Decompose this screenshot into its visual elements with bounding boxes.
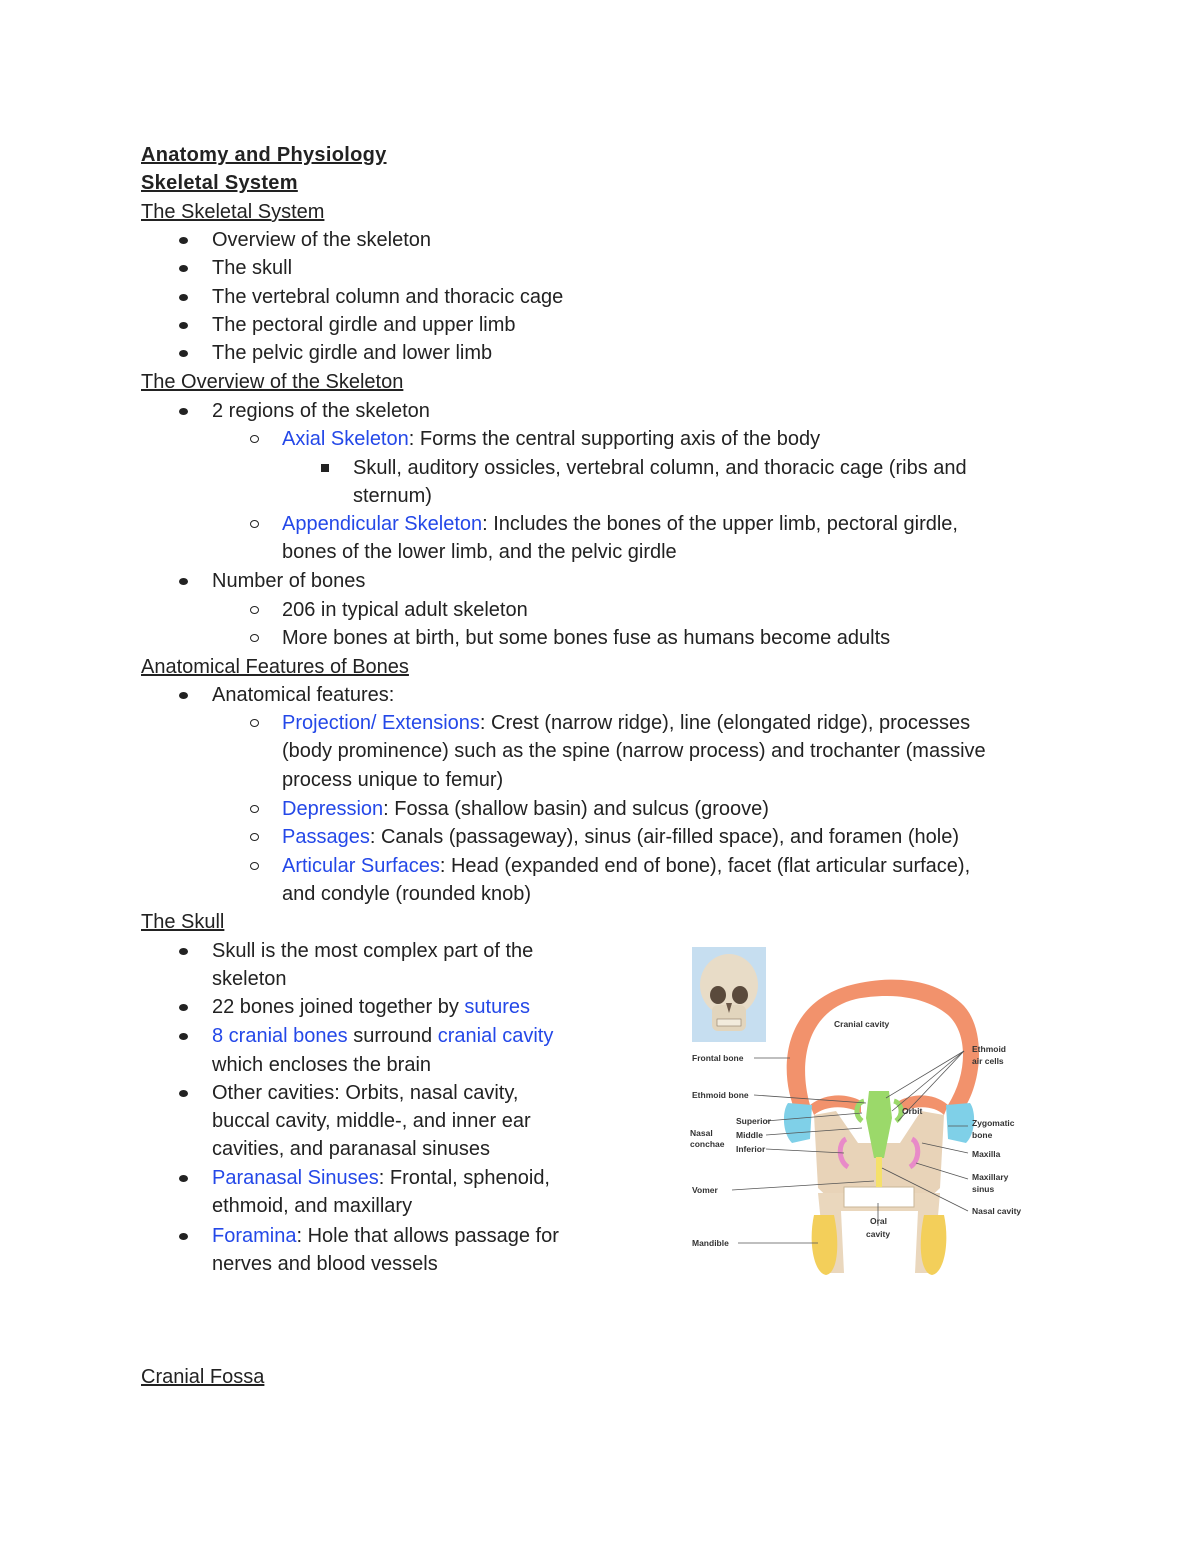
label-zygomatic-bone: bone: [972, 1130, 993, 1140]
section-heading-skull: The Skull: [141, 911, 225, 933]
list-item-passages: Passages: Canals (passageway), sinus (air-filled space), and foramen (hole): [282, 823, 959, 851]
section-heading-skeletal-system: The Skeletal System: [141, 201, 325, 223]
label-nasal-cavity: Nasal cavity: [972, 1206, 1022, 1216]
list-item: Other cavities: Orbits, nasal cavity,: [212, 1079, 518, 1107]
zygomatic-bone-right-shape: [946, 1103, 974, 1143]
list-item-appendicular: Appendicular Skeleton: Includes the bones of the upper limb, pectoral girdle,: [282, 510, 958, 538]
section-heading-cranial-fossa: Cranial Fossa: [141, 1366, 265, 1388]
label-maxilla: Maxilla: [972, 1149, 1001, 1159]
term-articular-surfaces: Articular Surfaces: [282, 855, 440, 877]
list-item-continuation: nerves and blood vessels: [212, 1253, 438, 1275]
list-item: The skull: [212, 254, 292, 282]
list-item-continuation: and condyle (rounded knob): [282, 883, 532, 905]
list-item: Number of bones: [212, 567, 365, 595]
tooth-left-shape: [812, 1215, 838, 1275]
list-item-continuation: cavities, and paranasal sinuses: [212, 1138, 490, 1160]
term-sutures: sutures: [464, 996, 531, 1018]
doc-title: Anatomy and Physiology: [141, 144, 387, 166]
skull-thumbnail-photo: [692, 947, 766, 1042]
label-orbit: Orbit: [902, 1106, 923, 1116]
list-item-paranasal: Paranasal Sinuses: Frontal, sphenoid,: [212, 1164, 550, 1192]
list-item-articular: Articular Surfaces: Head (expanded end of bone), facet (flat articular surface),: [282, 852, 970, 880]
doc-subtitle: Skeletal System: [141, 172, 298, 194]
label-ethmoid-bone: Ethmoid bone: [692, 1090, 749, 1100]
term-appendicular-skeleton: Appendicular Skeleton: [282, 513, 483, 535]
list-item-cranial: 8 cranial bones surround cranial cavity: [212, 1022, 553, 1050]
term-axial-skeleton: Axial Skeleton: [282, 428, 409, 450]
list-item-projection: Projection/ Extensions: Crest (narrow ridge), line (elongated ridge), processes: [282, 709, 970, 737]
list-item-sutures: 22 bones joined together by sutures: [212, 993, 530, 1021]
section-heading-overview: The Overview of the Skeleton: [141, 371, 404, 393]
list-item: Skull is the most complex part of the: [212, 937, 533, 965]
label-sinus: sinus: [972, 1184, 995, 1194]
list-item-depression: Depression: Fossa (shallow basin) and sulcus (groove): [282, 795, 769, 823]
list-item: The pelvic girdle and lower limb: [212, 339, 492, 367]
list-item-axial: Axial Skeleton: Forms the central supporting axis of the body: [282, 425, 820, 453]
label-frontal-bone: Frontal bone: [692, 1053, 744, 1063]
term-foramina: Foramina: [212, 1225, 297, 1247]
list-item-continuation: process unique to femur): [282, 769, 504, 791]
list-item: The pectoral girdle and upper limb: [212, 311, 516, 339]
label-cranial-cavity: Cranial cavity: [834, 1019, 890, 1029]
term-paranasal-sinuses: Paranasal Sinuses: [212, 1167, 379, 1189]
list-item: 206 in typical adult skeleton: [282, 596, 528, 624]
term-depression: Depression: [282, 798, 384, 820]
label-zygomatic: Zygomatic: [972, 1118, 1015, 1128]
term-passages: Passages: [282, 826, 370, 848]
label-conchae: conchae: [690, 1139, 725, 1149]
label-nasal: Nasal: [690, 1128, 713, 1138]
label-maxillary: Maxillary: [972, 1172, 1009, 1182]
label-oral: Oral: [870, 1216, 888, 1226]
zygomatic-bone-left-shape: [784, 1103, 812, 1143]
list-item: 2 regions of the skeleton: [212, 397, 430, 425]
term-projection: Projection/ Extensions: [282, 712, 480, 734]
list-item: Overview of the skeleton: [212, 226, 431, 254]
term-cranial-bones: 8 cranial bones: [212, 1025, 348, 1047]
list-item-foramina: Foramina: Hole that allows passage for: [212, 1222, 559, 1250]
label-vomer: Vomer: [692, 1185, 718, 1195]
list-item-continuation: ethmoid, and maxillary: [212, 1195, 413, 1217]
list-item: Anatomical features:: [212, 681, 394, 709]
list-item: More bones at birth, but some bones fuse as humans become adults: [282, 624, 890, 652]
label-cavity: cavity: [866, 1229, 891, 1239]
label-ethmoid: Ethmoid: [972, 1044, 1006, 1054]
list-item: Skull, auditory ossicles, vertebral column, and thoracic cage (ribs and: [353, 454, 967, 482]
tooth-right-shape: [921, 1215, 947, 1275]
list-item-continuation: buccal cavity, middle-, and inner ear: [212, 1110, 531, 1132]
oral-cavity-shape: [844, 1187, 914, 1207]
list-item-continuation: (body prominence) such as the spine (narrow process) and trochanter (massive: [282, 740, 986, 762]
list-item-continuation: which encloses the brain: [212, 1054, 432, 1076]
label-middle: Middle: [736, 1130, 763, 1140]
skull-coronal-section-figure: [686, 943, 1036, 1278]
section-heading-features: Anatomical Features of Bones: [141, 656, 409, 678]
label-mandible: Mandible: [692, 1238, 729, 1248]
list-item-continuation: bones of the lower limb, and the pelvic girdle: [282, 541, 677, 563]
term-cranial-cavity: cranial cavity: [437, 1025, 554, 1047]
list-item-continuation: skeleton: [212, 968, 287, 990]
vomer-shape: [876, 1157, 882, 1187]
label-superior: Superior: [736, 1116, 771, 1126]
list-item: The vertebral column and thoracic cage: [212, 283, 563, 311]
label-inferior: Inferior: [736, 1144, 766, 1154]
list-item-continuation: sternum): [353, 485, 432, 507]
label-air-cells: air cells: [972, 1056, 1004, 1066]
